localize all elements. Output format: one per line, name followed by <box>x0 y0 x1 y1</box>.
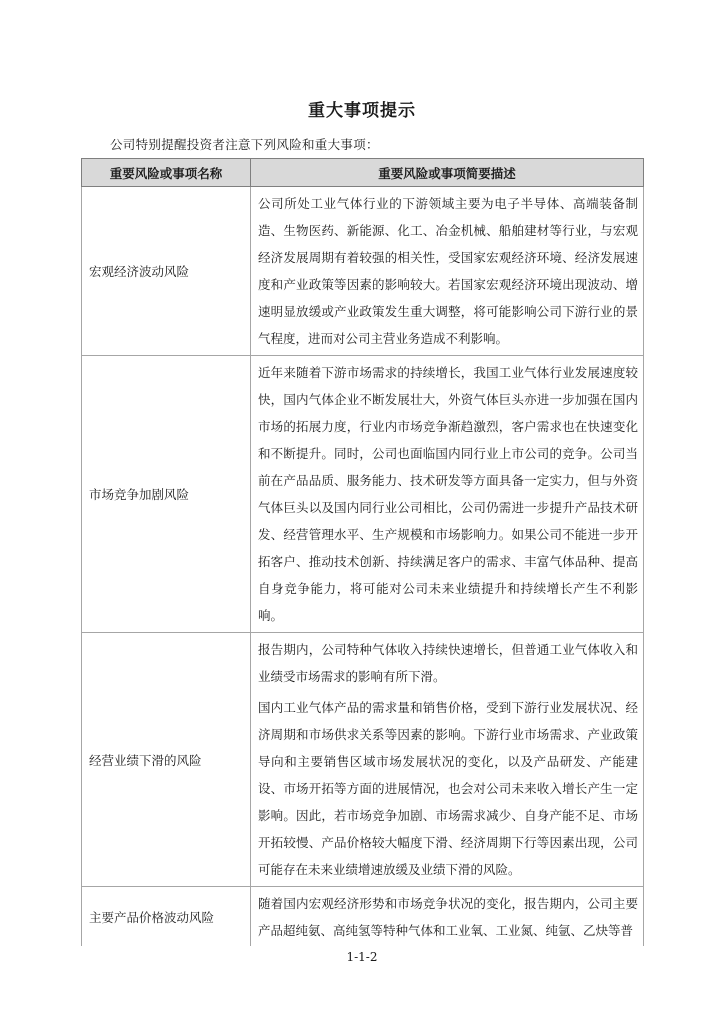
table-header-row <box>82 159 644 187</box>
description-paragraph: 近年来随着下游市场需求的持续增长，我国工业气体行业发展速度较快，国内气体企业不断发展壮大，外资气体巨头亦进一步加强在国内市场的拓展力度，行业内市场竞争渐趋激烈，客户需求也在快速变化和不断提升。同时，公司也面临国内同行业上市公司的竞争。公司当前在产品品质、服务能力、技术研发等方面具备一定实力，但与外资气体巨头以及国内同行业公司相比，公司仍需进一步提升产品技术研发、经营管理水平、生产规模和市场影响力。如果公司不能进一步开拓客户、推动技术创新、持续满足客户的需求、丰富气体品种、提高自身竞争能力，将可能对公司未来业绩提升和持续增长产生不利影响。 <box>258 365 638 623</box>
risk-description <box>251 187 644 356</box>
description-paragraph: 报告期内，公司特种气体收入持续快速增长，但普通工业气体收入和业绩受市场需求的影响有所下滑。 <box>258 642 638 684</box>
column-header-description: 重要风险或事项简要描述 <box>251 159 644 187</box>
risk-name: 宏观经济波动风险 <box>82 187 251 356</box>
risk-name: 经营业绩下滑的风险 <box>82 633 251 887</box>
table-row <box>82 887 644 947</box>
column-header-name: 重要风险或事项名称 <box>82 159 251 187</box>
risk-name: 主要产品价格波动风险 <box>82 887 251 947</box>
page-number: 1-1-2 <box>346 950 378 964</box>
risk-description <box>251 633 644 887</box>
description-clip <box>258 890 638 943</box>
description-paragraph: 随着国内宏观经济形势和市场竞争状况的变化，报告期内，公司主要产品超纯氨、高纯氢等特种气体和工业氧、工业氮、纯氩、乙炔等普 <box>258 896 638 938</box>
page-title: 重大事项提示 <box>308 101 416 121</box>
risk-description <box>251 887 644 947</box>
risk-table <box>81 158 644 946</box>
intro-text: 公司特别提醒投资者注意下列风险和重大事项： <box>110 137 379 152</box>
table-row <box>82 187 644 356</box>
risk-description <box>251 356 644 633</box>
table-row <box>82 633 644 887</box>
table-row <box>82 356 644 633</box>
description-paragraph: 公司所处工业气体行业的下游领域主要为电子半导体、高端装备制造、生物医药、新能源、化工、冶金机械、船舶建材等行业，与宏观经济发展周期有着较强的相关性，受国家宏观经济环境、经济发展速度和产业政策等因素的影响较大。若国家宏观经济环境出现波动、增速明显放缓或产业政策发生重大调整，将可能影响公司下游行业的景气程度，进而对公司主营业务造成不利影响。 <box>258 196 638 346</box>
risk-name: 市场竞争加剧风险 <box>82 356 251 633</box>
description-paragraph: 国内工业气体产品的需求量和销售价格，受到下游行业发展状况、经济周期和市场供求关系等因素的影响。下游行业市场需求、产业政策导向和主要销售区域市场发展状况的变化，以及产品研发、产能建设、市场开拓等方面的进展情况，也会对公司未来收入增长产生一定影响。因此，若市场竞争加剧、市场需求减少、自身产能不足、市场开拓较慢、产品价格较大幅度下滑、经济周期下行等因素出现，公司可能存在未来业绩增速放缓及业绩下滑的风险。 <box>258 700 638 877</box>
